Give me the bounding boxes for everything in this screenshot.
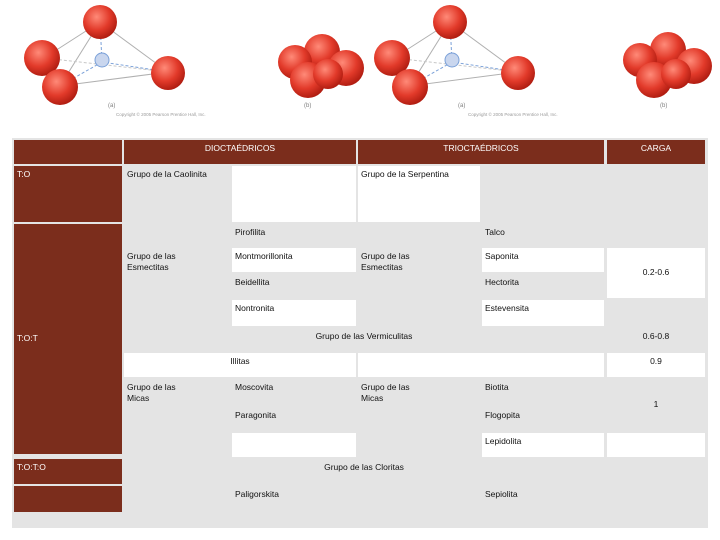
saponite: Saponita — [482, 248, 604, 272]
header-charge: CARGA — [607, 140, 705, 164]
t-o-charge-blank — [607, 166, 705, 222]
structure-t-o: T:O — [14, 166, 122, 222]
vermiculites-group: Grupo de las Vermiculitas — [124, 328, 604, 352]
structure-t-o-t-o: T:O:T:O — [14, 459, 122, 484]
muscovite: Moscovita — [232, 379, 356, 405]
pyrophyllite-charge-blank — [607, 224, 705, 246]
vermiculite-charge: 0.6-0.8 — [607, 328, 705, 352]
figure-label-4: (b) — [660, 103, 668, 109]
stevensite-charge-blank — [607, 300, 705, 326]
copyright-right: Copyright © 2005 Pearson Prentice Hall, Inc. — [468, 112, 558, 117]
chlorites-group: Grupo de las Cloritas — [124, 459, 604, 484]
palygorskite: Paligorskita — [232, 486, 480, 512]
kaolinite-group: Grupo de la Caolinita — [124, 166, 230, 222]
mica-charge: 1 — [607, 379, 705, 431]
structure-bottom-blank — [14, 486, 122, 512]
micas-group-dioctahedral: Grupo de las Micas — [124, 379, 230, 457]
sepiolite: Sepiolita — [482, 486, 604, 512]
pyrophyllite-left-blank — [124, 224, 230, 246]
sepiolite-charge-blank — [607, 486, 705, 512]
tetrahedron-structure-a — [24, 5, 185, 105]
palygorskite-left-blank — [124, 486, 230, 512]
copyright-left: Copyright © 2005 Pearson Prentice Hall, Inc. — [116, 112, 206, 117]
hectorite: Hectorita — [482, 274, 604, 298]
structure-t-o-t — [14, 224, 122, 454]
chlorites-charge-blank — [607, 459, 705, 484]
smectites-group-trioctahedral: Grupo de las Esmectitas — [358, 248, 480, 326]
illites: Illitas — [124, 353, 356, 377]
beidellite: Beidellita — [232, 274, 356, 298]
micas-group-trioctahedral: Grupo de las Micas — [358, 379, 480, 457]
nontronite: Nontronita — [232, 300, 356, 326]
smectites-group-dioctahedral: Grupo de las Esmectitas — [124, 248, 230, 326]
tetrahedron-structure-c — [374, 5, 535, 105]
header-trioctahedral: TRIOCTAÉDRICOS — [358, 140, 604, 164]
serpentine-blank — [482, 166, 604, 222]
paragonite: Paragonita — [232, 407, 356, 431]
figure-label-1: (a) — [108, 103, 116, 109]
stevensite: Estevensita — [482, 300, 604, 326]
lepidolite-charge-blank — [607, 433, 705, 457]
serpentine-group: Grupo de la Serpentina — [358, 166, 480, 222]
crystal-structure-figure — [0, 0, 720, 122]
biotite: Biotita — [482, 379, 604, 405]
kaolinite-blank — [232, 166, 356, 222]
montmorillonite: Montmorillonita — [232, 248, 356, 272]
figure-label-3: (a) — [458, 103, 466, 109]
illite-charge: 0.9 — [607, 353, 705, 377]
lepidolite: Lepidolita — [482, 433, 604, 457]
header-blank-left — [14, 140, 122, 164]
structure-t-o-t-label: T:O:T — [17, 333, 38, 344]
talc: Talco — [482, 224, 604, 246]
illites-right-blank — [358, 353, 604, 377]
header-dioctahedral: DIOCTAÉDRICOS — [124, 140, 356, 164]
tetrahedron-structure-b — [278, 34, 364, 98]
pyrophyllite: Pirofilita — [232, 224, 480, 246]
smectite-charge: 0.2-0.6 — [607, 248, 705, 298]
phlogopite: Flogopita — [482, 407, 604, 431]
figure-label-2: (b) — [304, 103, 312, 109]
tetrahedron-structure-d — [623, 32, 712, 98]
lepidolite-left-blank — [232, 433, 356, 457]
